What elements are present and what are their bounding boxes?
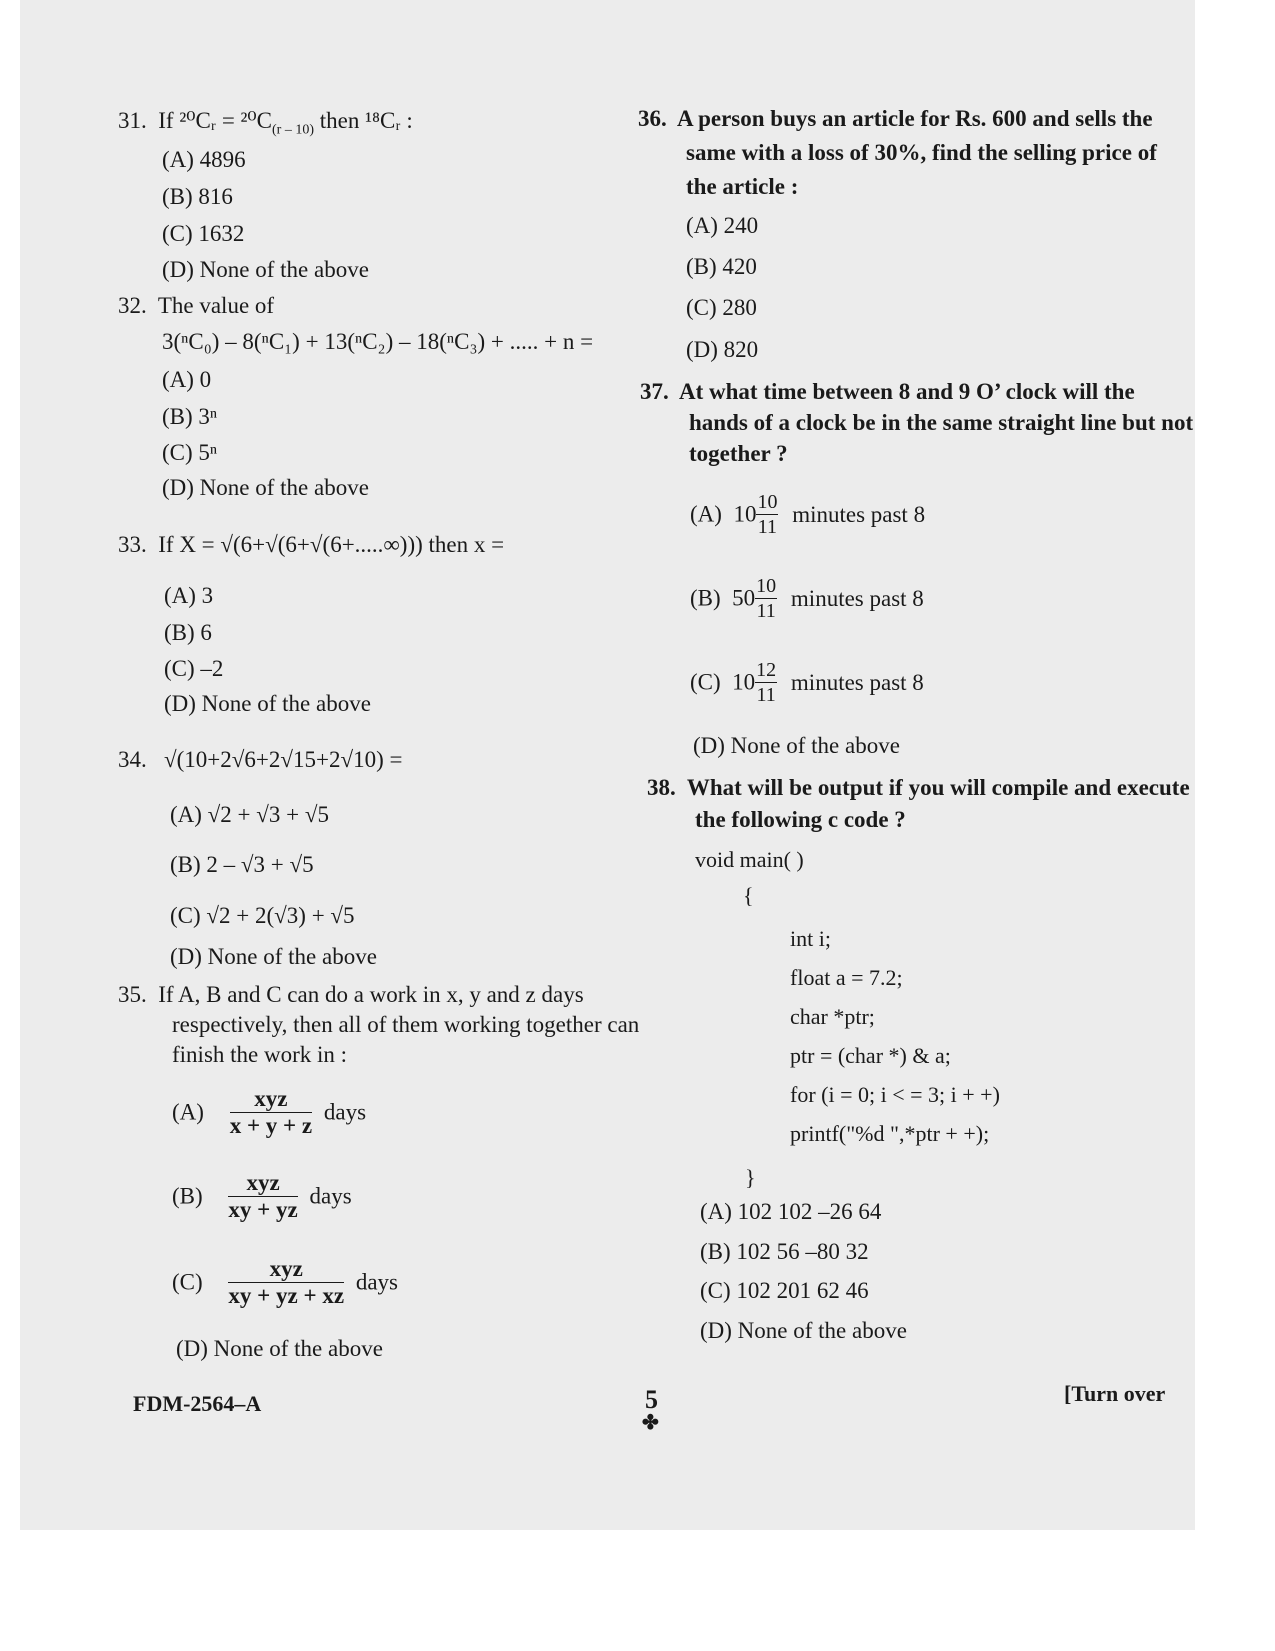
fraction: $\frac{10}{11}$: [756, 575, 777, 622]
option-b[interactable]: (B) 3ⁿ: [162, 404, 218, 429]
question-38-line-2: the following c code ?: [695, 807, 906, 832]
option-c[interactable]: (C) 5ⁿ: [162, 440, 218, 465]
code-line: float a = 7.2;: [790, 965, 903, 990]
option-a[interactable]: (A) 10 $\frac{10}{11}$ minutes past 8: [690, 491, 926, 538]
option-b[interactable]: (B) 2 – √3 + √5: [170, 852, 314, 877]
option-a[interactable]: (A) 4896: [162, 147, 246, 172]
question-35-line-3: finish the work in :: [172, 1042, 348, 1067]
option-c[interactable]: (C) √2 + 2(√3) + √5: [170, 903, 355, 928]
option-d[interactable]: (D) None of the above: [700, 1318, 907, 1343]
option-c[interactable]: (C) 10 $\frac{12}{11}$ minutes past 8: [690, 659, 924, 706]
option-c[interactable]: (C) –2: [164, 656, 224, 681]
option-b[interactable]: (B) 50 $\frac{10}{11}$ minutes past 8: [690, 575, 924, 622]
code-line: ptr = (char *) & a;: [790, 1043, 951, 1068]
fraction: $\frac{10}{11}$: [757, 491, 778, 538]
option-a[interactable]: (A) 3: [164, 583, 214, 608]
question-32: 32. The value of: [118, 293, 275, 318]
code-line: for (i = 0; i < = 3; i + +): [790, 1082, 1000, 1107]
option-d[interactable]: (D) None of the above: [693, 733, 900, 758]
turn-over-label: [Turn over: [1064, 1381, 1166, 1406]
option-a[interactable]: (A) 102 102 –26 64: [700, 1199, 882, 1224]
page-ornament: ✤: [642, 1412, 659, 1434]
fraction: $\frac{\text{xyz}}{xy + yz + xz}$: [228, 1256, 345, 1308]
option-d[interactable]: (D) None of the above: [170, 944, 377, 969]
question-35: 35. If A, B and C can do a work in x, y and z days: [118, 982, 584, 1007]
option-a[interactable]: (A) √2 + √3 + √5: [170, 802, 329, 827]
option-d[interactable]: (D) None of the above: [162, 475, 369, 500]
question-36: 36. A person buys an article for Rs. 600 and sells the: [638, 106, 1153, 131]
question-36-line-3: the article :: [686, 174, 799, 199]
option-b[interactable]: (B) 816: [162, 184, 233, 209]
option-d[interactable]: (D) 820: [686, 337, 759, 362]
option-a[interactable]: (A) $\frac{\text{xyz}}{x + y + z}$ days: [172, 1086, 367, 1138]
question-32-expression: 3(ⁿC₀) – 8(ⁿC₁) + 13(ⁿC₂) – 18(ⁿC₃) + ..... + n =: [162, 329, 594, 354]
option-d[interactable]: (D) None of the above: [176, 1336, 383, 1361]
paper-code: FDM-2564–A: [133, 1391, 262, 1416]
question-number: 31.: [118, 108, 147, 133]
code-line: }: [745, 1165, 756, 1190]
question-37: 37. At what time between 8 and 9 O’ clock will the: [640, 379, 1135, 404]
question-33: 33. If X = √(6+√(6+√(6+.....∞))) then x =: [118, 532, 505, 557]
option-c[interactable]: (C) 102 201 62 46: [700, 1278, 869, 1303]
option-c[interactable]: (C) $\frac{\text{xyz}}{xy + yz + xz}$ days: [172, 1256, 398, 1308]
option-b[interactable]: (B) 102 56 –80 32: [700, 1239, 869, 1264]
code-line: void main( ): [695, 847, 804, 872]
option-b[interactable]: (B) 420: [686, 254, 757, 279]
question-31: 31. If ²⁰Cᵣ = $^{20}C_{(r - 10)}$ then ¹⁸Cᵣ :: [118, 108, 413, 138]
option-b[interactable]: (B) 6: [164, 620, 212, 645]
option-a[interactable]: (A) 240: [686, 213, 759, 238]
option-d[interactable]: (D) None of the above: [164, 691, 371, 716]
question-37-line-2: hands of a clock be in the same straight line but not: [689, 410, 1194, 435]
code-line: printf("%d ",*ptr + +);: [790, 1121, 990, 1146]
option-d[interactable]: (D) None of the above: [162, 257, 369, 282]
option-a[interactable]: (A) 0: [162, 367, 212, 392]
option-c[interactable]: (C) 1632: [162, 221, 245, 246]
code-line: {: [743, 883, 754, 908]
question-37-line-3: together ?: [689, 441, 788, 466]
option-c[interactable]: (C) 280: [686, 295, 757, 320]
page-number: 5: [645, 1385, 658, 1414]
fraction: $\frac{12}{11}$: [756, 659, 777, 706]
fraction: $\frac{\text{xyz}}{xy + yz}$: [228, 1170, 298, 1222]
question-35-line-2: respectively, then all of them working together can: [172, 1012, 640, 1037]
option-b[interactable]: (B) $\frac{\text{xyz}}{xy + yz}$ days: [172, 1170, 352, 1222]
code-line: int i;: [790, 926, 831, 951]
question-36-line-2: same with a loss of 30%, find the selling price of: [686, 140, 1157, 165]
question-38: 38. What will be output if you will compile and execute: [647, 775, 1190, 800]
question-34: 34. √(10+2√6+2√15+2√10) =: [118, 747, 403, 772]
fraction: $\frac{\text{xyz}}{x + y + z}$: [229, 1086, 313, 1138]
code-line: char *ptr;: [790, 1004, 875, 1029]
